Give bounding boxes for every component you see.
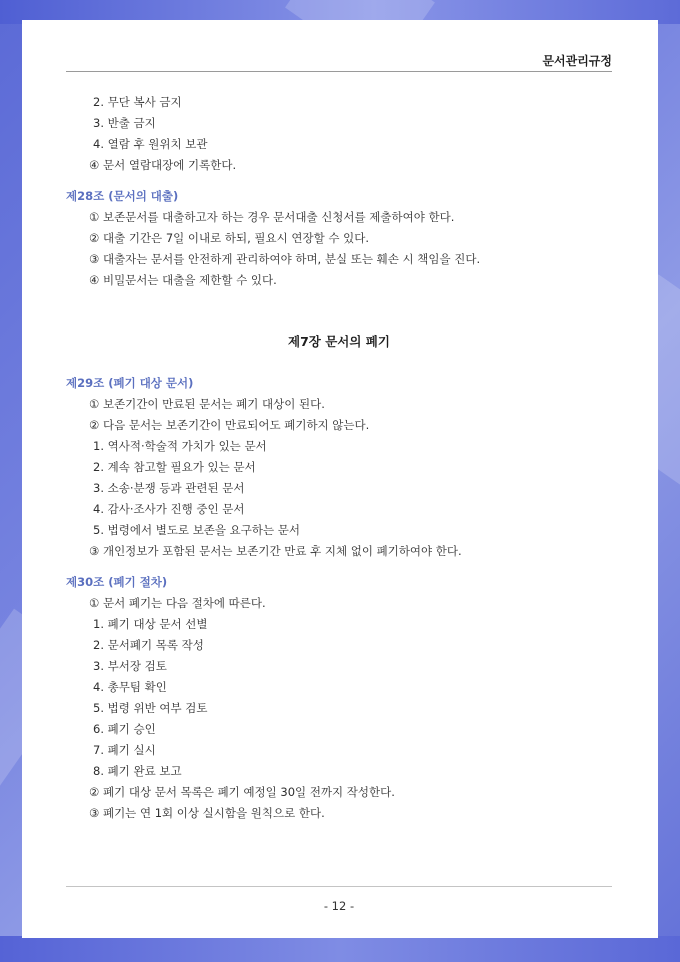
article-28-heading: 제28조 (문서의 대출) [66,189,179,203]
list-item: 1. 폐기 대상 문서 선별 [93,617,208,631]
chapter-title: 제7장 문서의 폐기 [288,334,390,349]
list-item: 1. 역사적·학술적 가치가 있는 문서 [93,439,267,453]
list-item: ② 다음 문서는 보존기간이 만료되어도 폐기하지 않는다. [89,418,370,432]
list-item: 2. 무단 복사 금지 [93,95,182,109]
document-title: 문서관리규정 [542,54,612,68]
list-item: ② 폐기 대상 문서 목록은 폐기 예정일 30일 전까지 작성한다. [89,785,395,799]
article-30-heading: 제30조 (폐기 절차) [66,575,168,589]
list-item: ③ 폐기는 연 1회 이상 실시함을 원칙으로 한다. [89,806,325,820]
list-item: 3. 소송·분쟁 등과 관련된 문서 [93,481,245,495]
list-item: 6. 폐기 승인 [93,722,156,736]
article-29-heading: 제29조 (폐기 대상 문서) [66,376,194,390]
list-item: ② 대출 기간은 7일 이내로 하되, 필요시 연장할 수 있다. [89,231,370,245]
list-item: ③ 개인정보가 포함된 문서는 보존기간 만료 후 지체 없이 폐기하여야 한다. [89,544,462,558]
list-item: ① 보존기간이 만료된 문서는 폐기 대상이 된다. [89,397,325,411]
page-content [66,92,612,824]
list-item: 4. 열람 후 원위치 보관 [93,137,208,151]
list-item: 5. 법령 위반 여부 검토 [93,701,208,715]
list-item: ① 보존문서를 대출하고자 하는 경우 문서대출 신청서를 제출하여야 한다. [89,210,455,224]
list-item: ④ 비밀문서는 대출을 제한할 수 있다. [89,273,277,287]
list-item: 3. 반출 금지 [93,116,156,130]
list-item: 2. 계속 참고할 필요가 있는 문서 [93,460,256,474]
list-item: 5. 법령에서 별도로 보존을 요구하는 문서 [93,523,300,537]
document-page [22,20,658,938]
list-item: ④ 문서 열람대장에 기록한다. [89,158,237,172]
list-item: 4. 총무팀 확인 [93,680,167,694]
list-item: 4. 감사·조사가 진행 중인 문서 [93,502,245,516]
page-number: - 12 - [323,899,355,913]
list-item: 3. 부서장 검토 [93,659,167,673]
list-item: ③ 대출자는 문서를 안전하게 관리하여야 하며, 분실 또는 훼손 시 책임을 진다. [89,252,481,266]
list-item: 2. 문서폐기 목록 작성 [93,638,204,652]
page-footer [66,886,612,913]
list-item: 8. 폐기 완료 보고 [93,764,182,778]
list-item: ① 문서 폐기는 다음 절차에 따른다. [89,596,266,610]
list-item: 7. 폐기 실시 [93,743,156,757]
page-header [66,50,612,72]
bottom-band [0,936,680,962]
